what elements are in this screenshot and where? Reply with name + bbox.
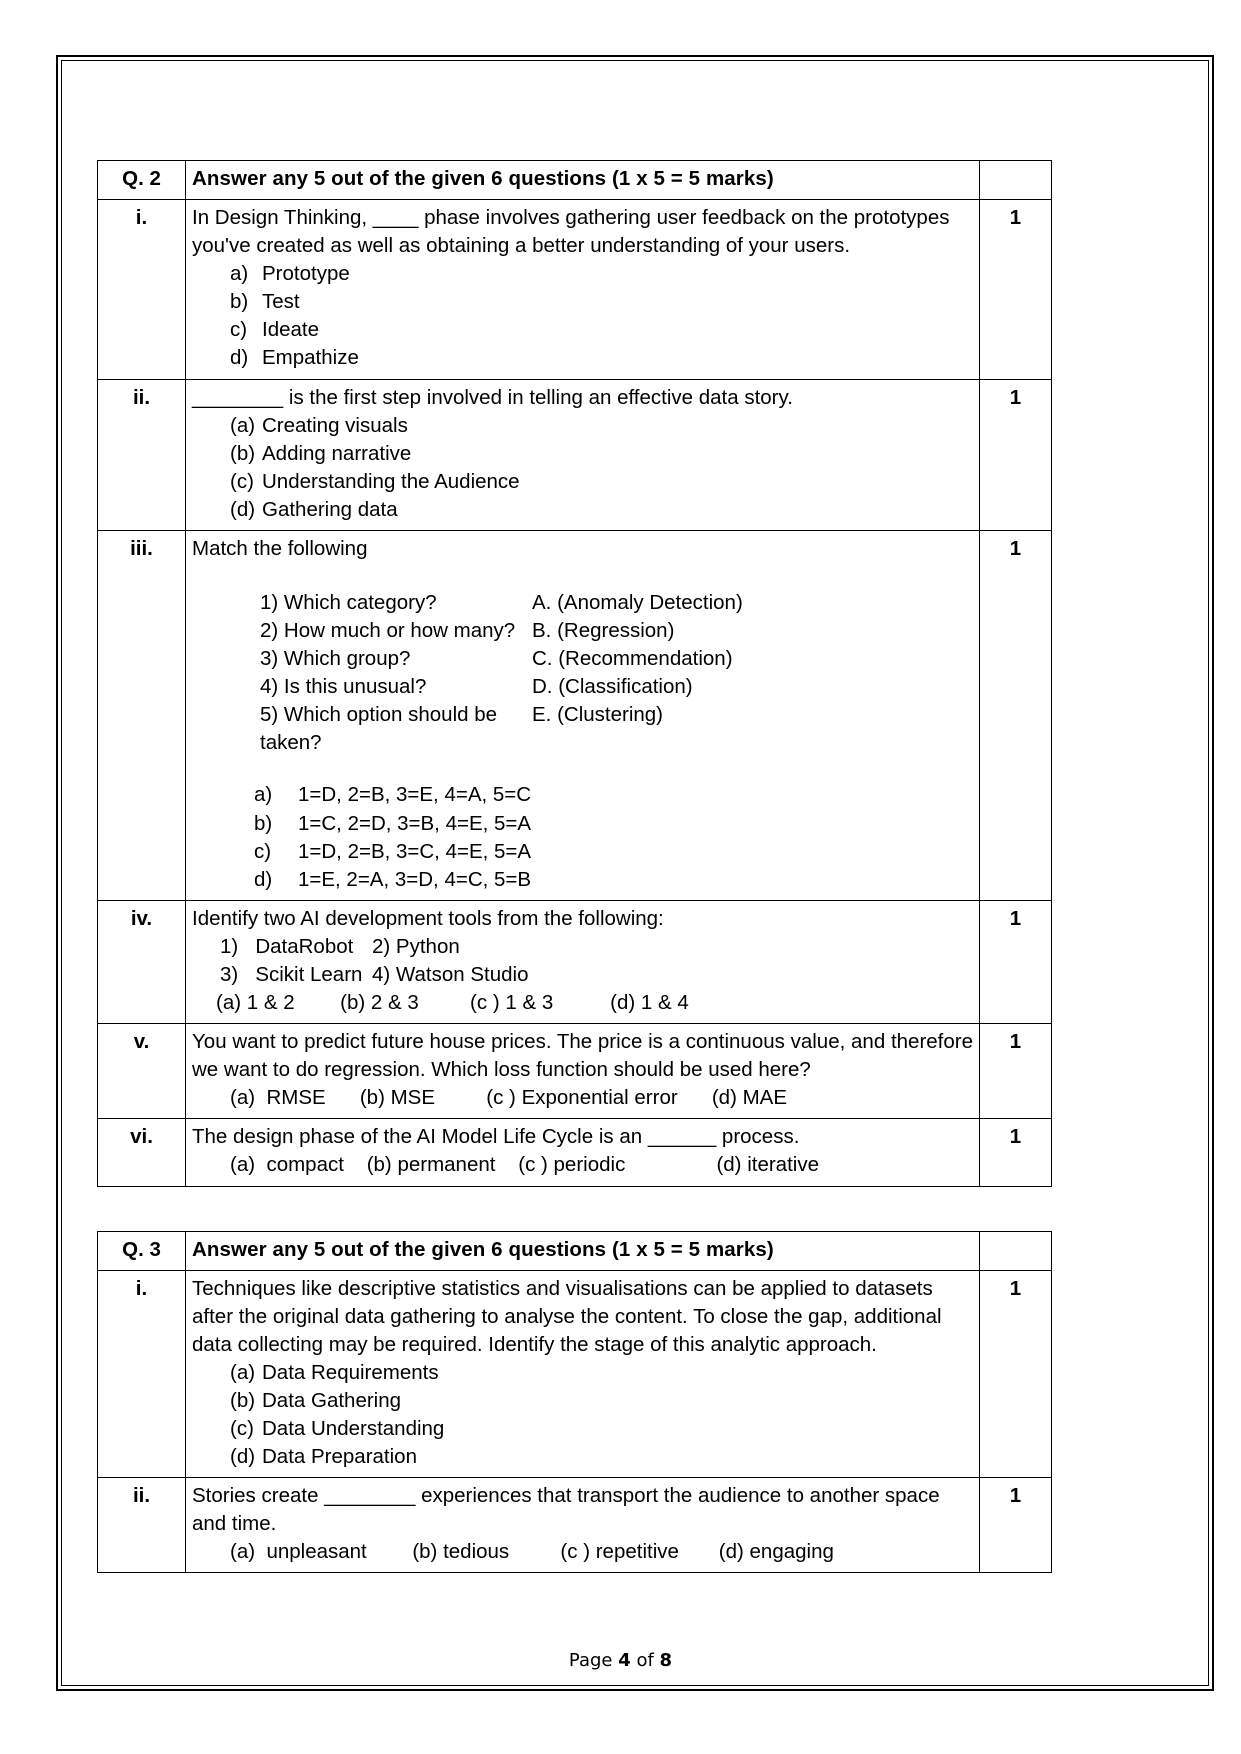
marks-cell: 1 (980, 1119, 1052, 1186)
list-item (230, 1415, 973, 1443)
table-row (98, 1024, 1052, 1119)
marks-cell (980, 1231, 1052, 1270)
option-label: (d) (230, 1445, 256, 1469)
match-right-item: D. (Classification) (532, 675, 693, 699)
table-row (98, 900, 1052, 1023)
question-stem: Techniques like descriptive statistics and visualisations can be applied to datasets after the original data gathering to analyse the content. To close the gap, additional data collecting may be required. Identify the stage of this analytic approach. (192, 1276, 942, 1356)
question-stem: Match the following (192, 536, 368, 560)
item-body (186, 379, 980, 530)
table-row (98, 1478, 1052, 1573)
footer-middle: of (630, 1650, 660, 1671)
item-roman: ii. (98, 1478, 186, 1573)
option-text: Gathering data (262, 497, 398, 521)
tool-item: 4) Watson Studio (372, 962, 529, 986)
list-item (230, 412, 973, 440)
list-item (230, 1443, 973, 1471)
inline-option-row: (a) compact (b) permanent (c ) periodic (d) iterative (230, 1153, 819, 1177)
tool-item: 3) Scikit Learn (220, 962, 363, 986)
match-right-item: A. (Anomaly Detection) (532, 591, 743, 615)
option-text: 1=D, 2=B, 3=C, 4=E, 5=A (298, 839, 532, 863)
marks-cell: 1 (980, 900, 1052, 1023)
option-label: (a) (230, 413, 256, 437)
item-roman: iii. (98, 530, 186, 900)
option-label: d) (254, 867, 273, 891)
tool-item: 2) Python (372, 934, 460, 958)
tool-row (220, 933, 973, 961)
table-row (98, 1119, 1052, 1186)
option-text: Empathize (262, 346, 359, 370)
list-item (230, 1387, 973, 1415)
option-label: a) (230, 262, 249, 286)
option-text: 1=E, 2=A, 3=D, 4=C, 5=B (298, 867, 532, 891)
list-item (230, 288, 973, 316)
question-stem: You want to predict future house prices. The price is a continuous value, and therefore we want to do regression. Which loss function should be used here? (192, 1030, 973, 1082)
marks-cell: 1 (980, 530, 1052, 900)
footer-total-pages: 8 (659, 1650, 673, 1671)
item-body (186, 1478, 980, 1573)
question-table-q2 (97, 160, 1052, 1187)
tool-item: 1) DataRobot (220, 934, 354, 958)
list-item (230, 496, 973, 524)
item-roman: i. (98, 200, 186, 379)
option-text: Test (262, 290, 300, 314)
section-instruction: Answer any 5 out of the given 6 questions (1 x 5 = 5 marks) (186, 1231, 980, 1270)
match-left-item: 3) Which group? (260, 647, 411, 671)
option-text: Data Requirements (262, 1360, 439, 1384)
list-item (230, 316, 973, 344)
option-label: c) (254, 839, 272, 863)
question-stem: In Design Thinking, ____ phase involves gathering user feedback on the prototypes you've created as well as obtaining a better understanding of your users. (192, 206, 950, 258)
question-number: Q. 3 (98, 1231, 186, 1270)
option-label: (b) (230, 1388, 256, 1412)
option-text: Data Preparation (262, 1445, 417, 1469)
option-text: Data Gathering (262, 1388, 402, 1412)
option-label: b) (254, 811, 273, 835)
footer-page-number: 4 (618, 1650, 631, 1671)
question-stem: The design phase of the AI Model Life Cycle is an ______ process. (192, 1125, 800, 1149)
item-body (186, 530, 980, 900)
option-label: (b) (230, 441, 256, 465)
option-label: (c) (230, 1416, 254, 1440)
option-text: Creating visuals (262, 413, 408, 437)
option-list (230, 260, 973, 372)
table-gap (97, 1187, 1162, 1231)
match-right-item: C. (Recommendation) (532, 647, 733, 671)
item-roman: ii. (98, 379, 186, 530)
option-label: (c) (230, 469, 254, 493)
option-text: Prototype (262, 262, 350, 286)
match-left-item: 5) Which option should be taken? (260, 703, 498, 755)
match-row (260, 589, 973, 617)
list-item (230, 440, 973, 468)
option-list (254, 781, 973, 893)
marks-cell: 1 (980, 1270, 1052, 1478)
table-row (98, 161, 1052, 200)
option-list (230, 412, 973, 524)
inline-option-row: (a) 1 & 2 (b) 2 & 3 (c ) 1 & 3 (d) 1 & 4 (216, 991, 689, 1015)
option-text: Data Understanding (262, 1416, 445, 1440)
question-stem: Stories create ________ experiences that transport the audience to another space and time. (192, 1484, 940, 1536)
list-item (254, 866, 973, 894)
match-left-item: 2) How much or how many? (260, 619, 516, 643)
page-footer (0, 1650, 1241, 1671)
item-roman: i. (98, 1270, 186, 1478)
match-right-item: E. (Clustering) (532, 703, 664, 727)
option-text: 1=D, 2=B, 3=E, 4=A, 5=C (298, 783, 532, 807)
option-text: 1=C, 2=D, 3=B, 4=E, 5=A (298, 811, 532, 835)
list-item (230, 260, 973, 288)
list-item (230, 468, 973, 496)
option-text: Adding narrative (262, 441, 412, 465)
question-stem: ________ is the first step involved in telling an effective data story. (192, 385, 793, 409)
table-row (98, 379, 1052, 530)
footer-prefix: Page (568, 1650, 619, 1671)
question-number: Q. 2 (98, 161, 186, 200)
list-item (254, 838, 973, 866)
spacer (192, 757, 973, 781)
inline-option-row: (a) unpleasant (b) tedious (c ) repetitive (d) engaging (230, 1540, 834, 1564)
match-row (260, 673, 973, 701)
option-text: Understanding the Audience (262, 469, 520, 493)
item-body (186, 200, 980, 379)
marks-cell: 1 (980, 200, 1052, 379)
table-row (98, 1270, 1052, 1478)
match-right-item: B. (Regression) (532, 619, 675, 643)
marks-cell: 1 (980, 1478, 1052, 1573)
option-list (230, 1359, 973, 1471)
match-the-following-block (260, 589, 973, 757)
marks-cell: 1 (980, 379, 1052, 530)
item-roman: iv. (98, 900, 186, 1023)
item-roman: vi. (98, 1119, 186, 1186)
option-text: Ideate (262, 318, 319, 342)
option-label: a) (254, 783, 273, 807)
option-label: b) (230, 290, 249, 314)
table-row (98, 530, 1052, 900)
item-body (186, 1024, 980, 1119)
item-body (186, 1270, 980, 1478)
tool-row (220, 961, 973, 989)
list-item (254, 781, 973, 809)
list-item (230, 344, 973, 372)
section-instruction: Answer any 5 out of the given 6 questions (1 x 5 = 5 marks) (186, 161, 980, 200)
item-body (186, 1119, 980, 1186)
option-label: c) (230, 318, 248, 342)
option-label: (d) (230, 497, 256, 521)
question-table-q3 (97, 1231, 1052, 1574)
page-content (97, 160, 1162, 1573)
list-item (230, 1359, 973, 1387)
match-left-item: 1) Which category? (260, 591, 437, 615)
match-row (260, 645, 973, 673)
list-item (254, 810, 973, 838)
table-row (98, 200, 1052, 379)
match-left-item: 4) Is this unusual? (260, 675, 427, 699)
item-body (186, 900, 980, 1023)
item-roman: v. (98, 1024, 186, 1119)
question-stem: Identify two AI development tools from the following: (192, 906, 664, 930)
match-row (260, 617, 973, 645)
option-label: (a) (230, 1360, 256, 1384)
option-label: d) (230, 346, 249, 370)
table-row (98, 1231, 1052, 1270)
marks-cell: 1 (980, 1024, 1052, 1119)
marks-cell (980, 161, 1052, 200)
match-row (260, 701, 973, 757)
inline-option-row: (a) RMSE (b) MSE (c ) Exponential error (d) MAE (230, 1086, 788, 1110)
